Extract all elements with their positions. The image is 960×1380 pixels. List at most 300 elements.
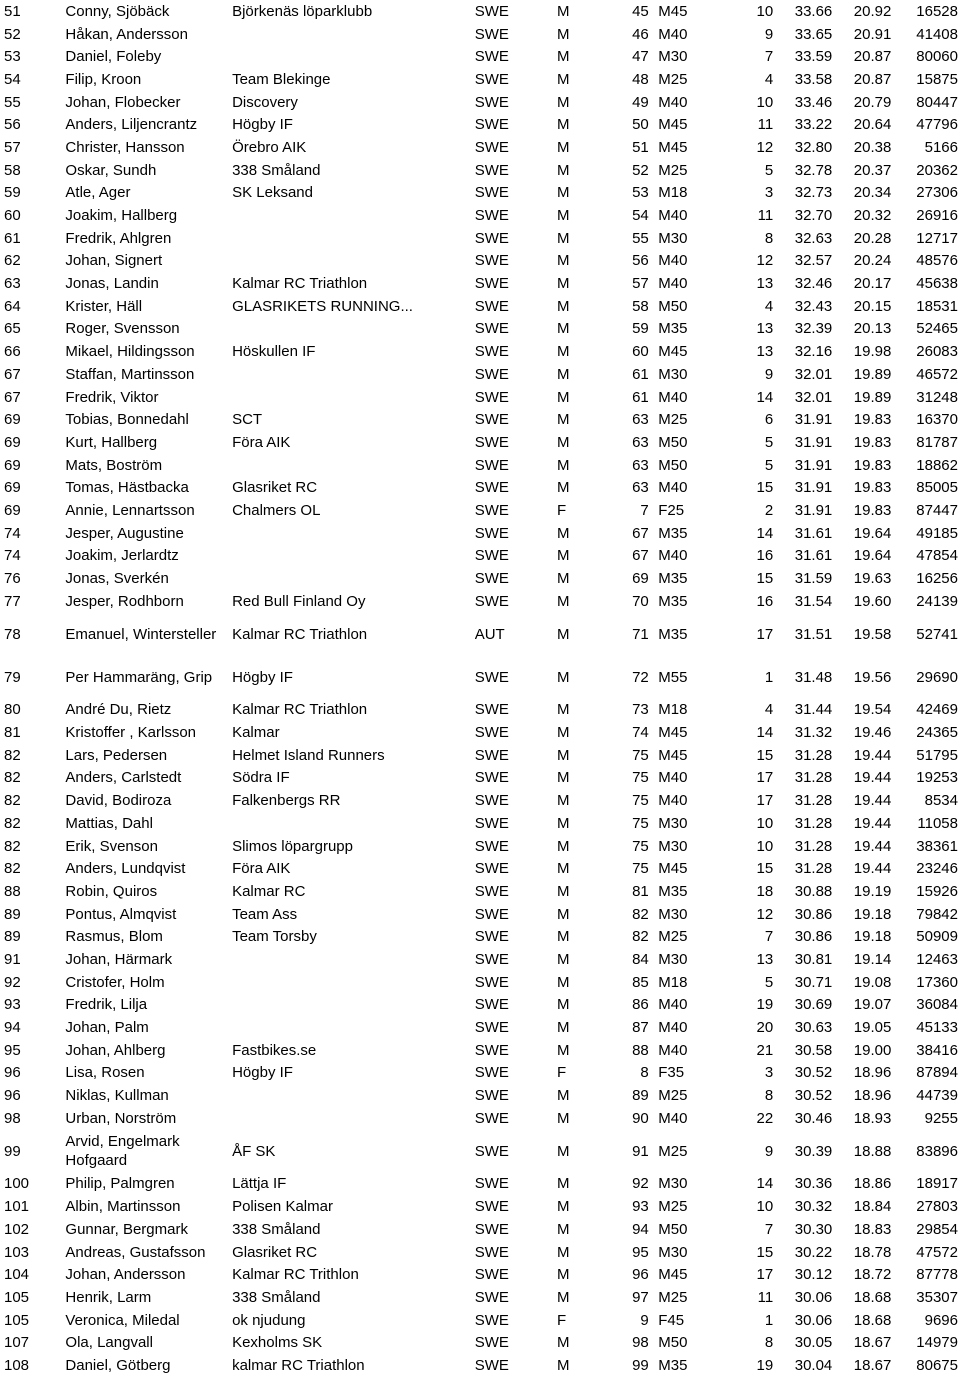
bib-number-cell: 52465 [916, 320, 958, 338]
time-cell: 31.44 [794, 701, 833, 719]
place-cell: 103 [4, 1243, 30, 1261]
gender-rank-cell: 93 [632, 1198, 649, 1216]
gender-rank-cell: 60 [632, 343, 649, 361]
gender-cell: M [556, 161, 570, 179]
bib-number-cell: 45133 [916, 1019, 958, 1037]
table-row [0, 948, 960, 971]
class-cell: M25 [658, 1198, 688, 1216]
spacer-cell [649, 1039, 658, 1062]
nationality-cell: SWE [474, 547, 509, 565]
place-cell: 63 [4, 275, 21, 293]
gender-cell: M [556, 668, 570, 686]
class-rank-cell: 3 [764, 1064, 774, 1082]
place-cell: 82 [4, 860, 21, 878]
bib-number-cell: 35307 [916, 1288, 958, 1306]
points-cell: 18.84 [853, 1198, 892, 1216]
points-cell: 20.87 [853, 48, 892, 66]
spacer-cell [649, 1309, 658, 1332]
points-cell: 19.44 [853, 814, 892, 832]
gender-cell: M [556, 48, 570, 66]
points-cell: 19.83 [853, 433, 892, 451]
spacer-cell [649, 1331, 658, 1354]
club-cell [232, 1016, 475, 1039]
bib-number-cell: 17360 [916, 973, 958, 991]
runner-name-cell: Jesper, Augustine [65, 524, 184, 542]
gender-rank-cell: 70 [632, 592, 649, 610]
points-cell: 19.89 [853, 388, 892, 406]
club-cell: Högby IF [232, 668, 293, 686]
class-rank-cell: 7 [764, 48, 774, 66]
nationality-cell: SWE [474, 1019, 509, 1037]
bib-number-cell: 87894 [916, 1064, 958, 1082]
time-cell: 30.05 [794, 1334, 833, 1352]
bib-number-cell: 12717 [916, 229, 958, 247]
spacer-cell [649, 545, 658, 568]
class-cell: M35 [658, 625, 688, 643]
class-rank-cell: 16 [756, 547, 774, 565]
gender-cell: M [556, 973, 570, 991]
club-cell [232, 204, 475, 227]
spacer-cell [649, 925, 658, 948]
class-cell: M18 [658, 184, 688, 202]
runner-name-cell: Johan, Ahlberg [65, 1041, 166, 1059]
nationality-cell: SWE [474, 93, 509, 111]
place-cell: 77 [4, 592, 21, 610]
bib-number-cell: 87778 [916, 1266, 958, 1284]
nationality-cell: SWE [474, 860, 509, 878]
place-cell: 53 [4, 48, 21, 66]
runner-name-cell: Fredrik, Viktor [65, 388, 159, 406]
place-cell: 96 [4, 1064, 21, 1082]
spacer-cell [649, 159, 658, 182]
club-cell [232, 363, 475, 386]
place-cell: 60 [4, 207, 21, 225]
class-cell: M45 [658, 860, 688, 878]
spacer-cell [649, 272, 658, 295]
class-cell: M35 [658, 320, 688, 338]
bib-number-cell: 27306 [916, 184, 958, 202]
table-row [0, 227, 960, 250]
spacer-cell [649, 948, 658, 971]
gender-cell: M [556, 769, 570, 787]
gender-rank-cell: 47 [632, 48, 649, 66]
spacer-cell [649, 994, 658, 1017]
spacer-cell [649, 408, 658, 431]
class-cell: M40 [658, 996, 688, 1014]
class-cell: M40 [658, 1041, 688, 1059]
gender-cell: M [556, 1334, 570, 1352]
class-rank-cell: 19 [756, 996, 774, 1014]
points-cell: 18.67 [853, 1356, 892, 1374]
points-cell: 19.18 [853, 905, 892, 923]
class-rank-cell: 9 [764, 25, 774, 43]
points-cell: 19.83 [853, 411, 892, 429]
club-cell [232, 948, 475, 971]
place-cell: 67 [4, 365, 21, 383]
class-rank-cell: 14 [756, 388, 774, 406]
class-cell: M55 [658, 668, 688, 686]
runner-name-cell: Per Hammaräng, Grip [65, 668, 213, 686]
time-cell: 30.69 [794, 996, 833, 1014]
place-cell: 91 [4, 950, 21, 968]
class-rank-cell: 1 [764, 1311, 774, 1329]
spacer-cell [649, 0, 658, 23]
time-cell: 31.91 [794, 479, 833, 497]
class-rank-cell: 15 [756, 1243, 774, 1261]
points-cell: 19.44 [853, 860, 892, 878]
runner-name-cell: David, Bodiroza [65, 792, 172, 810]
bib-number-cell: 80447 [916, 93, 958, 111]
runner-name-cell: Anders, Liljencrantz [65, 116, 198, 134]
time-cell: 30.46 [794, 1109, 833, 1127]
place-cell: 92 [4, 973, 21, 991]
gender-cell: M [556, 1142, 570, 1160]
runner-name-cell: Fredrik, Lilja [65, 996, 148, 1014]
gender-cell: M [556, 996, 570, 1014]
time-cell: 32.16 [794, 343, 833, 361]
club-cell: SK Leksand [232, 184, 313, 202]
gender-cell: M [556, 882, 570, 900]
gender-rank-cell: 63 [632, 411, 649, 429]
bib-number-cell: 9696 [924, 1311, 958, 1329]
class-cell: M25 [658, 161, 688, 179]
class-cell: M40 [658, 275, 688, 293]
club-cell: Höskullen IF [232, 343, 316, 361]
nationality-cell: SWE [474, 229, 509, 247]
spacer-cell [649, 476, 658, 499]
gender-rank-cell: 75 [632, 860, 649, 878]
class-rank-cell: 1 [764, 668, 774, 686]
runner-name-cell: Tomas, Hästbacka [65, 479, 189, 497]
bib-number-cell: 44739 [916, 1087, 958, 1105]
runner-name-cell: Kristoffer , Karlsson [65, 724, 197, 742]
table-row [0, 295, 960, 318]
runner-name-cell: Mats, Boström [65, 456, 163, 474]
points-cell: 19.64 [853, 524, 892, 542]
points-cell: 19.05 [853, 1019, 892, 1037]
time-cell: 32.63 [794, 229, 833, 247]
class-rank-cell: 8 [764, 1087, 774, 1105]
spacer-cell [649, 431, 658, 454]
gender-rank-cell: 75 [632, 769, 649, 787]
class-rank-cell: 14 [756, 724, 774, 742]
club-cell [232, 23, 475, 46]
place-cell: 82 [4, 746, 21, 764]
class-cell: M45 [658, 138, 688, 156]
gender-rank-cell: 50 [632, 116, 649, 134]
class-rank-cell: 4 [764, 297, 774, 315]
time-cell: 31.28 [794, 860, 833, 878]
bib-number-cell: 16370 [916, 411, 958, 429]
points-cell: 18.83 [853, 1220, 892, 1238]
gender-cell: M [556, 1220, 570, 1238]
club-cell: 338 Småland [232, 161, 321, 179]
table-row [0, 386, 960, 409]
gender-cell: M [556, 570, 570, 588]
nationality-cell: SWE [474, 1142, 509, 1160]
time-cell: 33.65 [794, 25, 833, 43]
time-cell: 30.88 [794, 882, 833, 900]
time-cell: 30.86 [794, 905, 833, 923]
runner-name-cell: Oskar, Sundh [65, 161, 157, 179]
bib-number-cell: 26083 [916, 343, 958, 361]
table-row [0, 23, 960, 46]
time-cell: 31.91 [794, 411, 833, 429]
place-cell: 78 [4, 625, 21, 643]
place-cell: 102 [4, 1220, 30, 1238]
gender-cell: M [556, 25, 570, 43]
class-cell: M25 [658, 1142, 688, 1160]
time-cell: 31.61 [794, 547, 833, 565]
gender-rank-cell: 69 [632, 570, 649, 588]
spacer-cell [649, 789, 658, 812]
gender-rank-cell: 53 [632, 184, 649, 202]
nationality-cell: SWE [474, 837, 509, 855]
nationality-cell: SWE [474, 1356, 509, 1374]
spacer-cell [649, 204, 658, 227]
class-rank-cell: 19 [756, 1356, 774, 1374]
runner-name-cell: Erik, Svenson [65, 837, 158, 855]
class-cell: M25 [658, 1288, 688, 1306]
bib-number-cell: 18862 [916, 456, 958, 474]
table-row [0, 363, 960, 386]
class-rank-cell: 17 [756, 625, 774, 643]
club-cell: Kalmar RC Trithlon [232, 1266, 359, 1284]
spacer-cell [649, 250, 658, 273]
gender-cell: M [556, 207, 570, 225]
gender-rank-cell: 98 [632, 1334, 649, 1352]
points-cell: 19.58 [853, 625, 892, 643]
gender-cell: M [556, 1175, 570, 1193]
place-cell: 108 [4, 1356, 30, 1374]
club-cell: Falkenbergs RR [232, 792, 341, 810]
table-row [0, 1286, 960, 1309]
runner-name-cell: Anders, Carlstedt [65, 769, 182, 787]
table-row [0, 113, 960, 136]
nationality-cell: SWE [474, 1288, 509, 1306]
bib-number-cell: 15875 [916, 70, 958, 88]
place-cell: 66 [4, 343, 21, 361]
place-cell: 74 [4, 547, 21, 565]
gender-rank-cell: 75 [632, 837, 649, 855]
club-cell: Föra AIK [232, 433, 291, 451]
gender-rank-cell: 88 [632, 1041, 649, 1059]
place-cell: 57 [4, 138, 21, 156]
club-cell: Kalmar RC Triathlon [232, 701, 368, 719]
class-rank-cell: 11 [757, 207, 774, 225]
spacer-cell [649, 1286, 658, 1309]
bib-number-cell: 79842 [916, 905, 958, 923]
table-row [0, 903, 960, 926]
gender-rank-cell: 7 [640, 501, 649, 519]
place-cell: 98 [4, 1109, 21, 1127]
table-row [0, 408, 960, 431]
points-cell: 19.63 [853, 570, 892, 588]
time-cell: 30.39 [794, 1142, 833, 1160]
spacer-cell [649, 1218, 658, 1241]
table-row [0, 567, 960, 590]
runner-name-cell: Niklas, Kullman [65, 1087, 169, 1105]
gender-rank-cell: 81 [632, 882, 649, 900]
class-rank-cell: 7 [764, 1220, 774, 1238]
spacer-cell [649, 656, 658, 699]
runner-name-cell: Staffan, Martinsson [65, 365, 195, 383]
table-row [0, 925, 960, 948]
nationality-cell: SWE [474, 746, 509, 764]
time-cell: 33.58 [794, 70, 833, 88]
table-row [0, 835, 960, 858]
spacer-cell [649, 499, 658, 522]
points-cell: 20.38 [853, 138, 892, 156]
gender-cell: M [556, 138, 570, 156]
class-cell: M30 [658, 1175, 688, 1193]
time-cell: 32.39 [794, 320, 833, 338]
time-cell: 32.43 [794, 297, 833, 315]
class-rank-cell: 17 [756, 1266, 774, 1284]
club-cell [232, 454, 475, 477]
nationality-cell: SWE [474, 275, 509, 293]
gender-cell: M [556, 950, 570, 968]
runner-name-cell: Johan, Andersson [65, 1266, 186, 1284]
club-cell: Kalmar [232, 724, 280, 742]
class-rank-cell: 8 [764, 229, 774, 247]
nationality-cell: SWE [474, 950, 509, 968]
class-cell: M40 [658, 792, 688, 810]
nationality-cell: SWE [474, 996, 509, 1014]
table-row [0, 1016, 960, 1039]
time-cell: 30.86 [794, 928, 833, 946]
gender-cell: M [556, 625, 570, 643]
points-cell: 19.08 [853, 973, 892, 991]
class-cell: M25 [658, 1087, 688, 1105]
bib-number-cell: 20362 [916, 161, 958, 179]
class-rank-cell: 5 [764, 161, 774, 179]
club-cell: Högby IF [232, 116, 293, 134]
spacer-cell [649, 1107, 658, 1130]
table-row [0, 1263, 960, 1286]
club-cell: Kalmar RC [232, 882, 306, 900]
runner-name-cell: Gunnar, Bergmark [65, 1220, 188, 1238]
runner-name-cell: Conny, Sjöbäck [65, 2, 170, 20]
gender-cell: M [556, 411, 570, 429]
gender-rank-cell: 75 [632, 746, 649, 764]
spacer-cell [649, 590, 658, 613]
place-cell: 69 [4, 433, 21, 451]
points-cell: 18.78 [853, 1243, 892, 1261]
table-row [0, 812, 960, 835]
club-cell [232, 1084, 475, 1107]
class-cell: M30 [658, 1243, 688, 1261]
nationality-cell: SWE [474, 1243, 509, 1261]
class-cell: M45 [658, 116, 688, 134]
runner-name-cell: Robin, Quiros [65, 882, 158, 900]
place-cell: 55 [4, 93, 21, 111]
table-row [0, 250, 960, 273]
points-cell: 20.13 [853, 320, 892, 338]
runner-name-cell: Joakim, Jerlardtz [65, 547, 179, 565]
gender-rank-cell: 63 [632, 479, 649, 497]
gender-rank-cell: 86 [632, 996, 649, 1014]
bib-number-cell: 27803 [916, 1198, 958, 1216]
time-cell: 31.28 [794, 746, 833, 764]
place-cell: 58 [4, 161, 21, 179]
place-cell: 82 [4, 769, 21, 787]
nationality-cell: SWE [474, 252, 509, 270]
nationality-cell: SWE [474, 592, 509, 610]
bib-number-cell: 12463 [916, 950, 958, 968]
nationality-cell: SWE [474, 1041, 509, 1059]
runner-name-cell: Jonas, Sverkén [65, 570, 169, 588]
points-cell: 20.34 [853, 184, 892, 202]
place-cell: 96 [4, 1087, 21, 1105]
bib-number-cell: 45638 [916, 275, 958, 293]
class-cell: M40 [658, 93, 688, 111]
table-row [0, 880, 960, 903]
class-cell: M18 [658, 701, 688, 719]
points-cell: 20.32 [853, 207, 892, 225]
class-rank-cell: 6 [764, 411, 774, 429]
time-cell: 30.81 [794, 950, 833, 968]
nationality-cell: SWE [474, 814, 509, 832]
gender-cell: F [556, 1064, 567, 1082]
table-row [0, 136, 960, 159]
points-cell: 19.44 [853, 746, 892, 764]
table-row [0, 1107, 960, 1130]
class-cell: M25 [658, 928, 688, 946]
club-cell: Slimos löpargrupp [232, 837, 353, 855]
bib-number-cell: 50909 [916, 928, 958, 946]
class-rank-cell: 10 [756, 1198, 774, 1216]
runner-name-cell: Urban, Norström [65, 1109, 177, 1127]
table-row [0, 1309, 960, 1332]
time-cell: 31.61 [794, 524, 833, 542]
table-row [0, 272, 960, 295]
gender-cell: M [556, 1087, 570, 1105]
points-cell: 18.88 [853, 1142, 892, 1160]
nationality-cell: SWE [474, 479, 509, 497]
class-rank-cell: 11 [757, 116, 774, 134]
gender-cell: M [556, 433, 570, 451]
club-cell: Glasriket RC [232, 479, 318, 497]
place-cell: 69 [4, 501, 21, 519]
spacer-cell [649, 23, 658, 46]
runner-name-cell: Cristofer, Holm [65, 973, 165, 991]
class-rank-cell: 13 [756, 343, 774, 361]
nationality-cell: SWE [474, 668, 509, 686]
time-cell: 33.22 [794, 116, 833, 134]
class-cell: M40 [658, 25, 688, 43]
class-rank-cell: 11 [757, 1288, 774, 1306]
class-cell: M40 [658, 547, 688, 565]
nationality-cell: SWE [474, 320, 509, 338]
gender-cell: M [556, 456, 570, 474]
spacer-cell [649, 1263, 658, 1286]
points-cell: 19.00 [853, 1041, 892, 1059]
gender-cell: M [556, 1109, 570, 1127]
nationality-cell: SWE [474, 1266, 509, 1284]
club-cell [232, 318, 475, 341]
spacer-cell [649, 295, 658, 318]
spacer-cell [649, 386, 658, 409]
class-cell: M40 [658, 769, 688, 787]
nationality-cell: SWE [474, 1064, 509, 1082]
nationality-cell: SWE [474, 116, 509, 134]
club-cell: kalmar RC Triathlon [232, 1356, 365, 1374]
class-rank-cell: 13 [756, 275, 774, 293]
nationality-cell: SWE [474, 411, 509, 429]
runner-name-cell: Roger, Svensson [65, 320, 180, 338]
gender-cell: M [556, 93, 570, 111]
